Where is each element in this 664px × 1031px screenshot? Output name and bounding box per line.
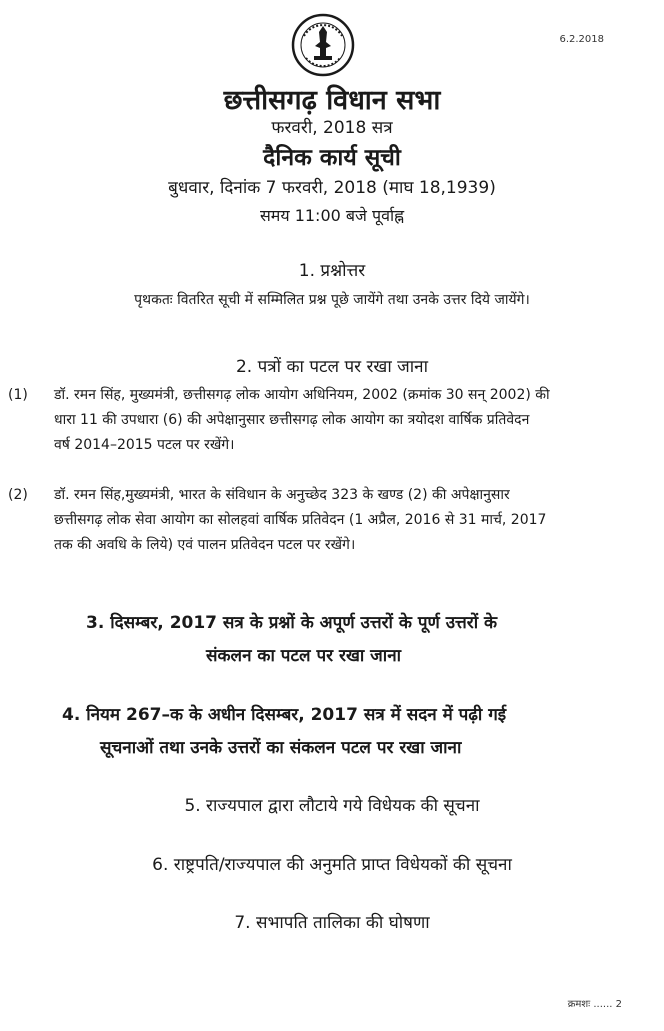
- paper-1-text: [54, 383, 654, 458]
- item-7: 7. सभापति तालिका की घोषणा: [234, 913, 430, 933]
- next-page-number: 2: [615, 999, 622, 1010]
- item-4-line-1: 4. नियम 267–क के अधीन दिसम्बर, 2017 सत्र में सदन में पढ़ी गई: [62, 705, 507, 725]
- continued-label: क्रमशः: [567, 999, 591, 1010]
- paper-1-line-1: डॉ. रमन सिंह, मुख्यमंत्री, छत्तीसगढ़ लोक आयोग अधिनियम, 2002 (क्रमांक 30 सन् 2002) की: [54, 387, 550, 403]
- item-2-heading: 2. पत्रों का पटल पर रखा जाना: [235, 357, 429, 377]
- item-3-line-2: संकलन का पटल पर रखा जाना: [206, 646, 402, 666]
- time-line: समय 11:00 बजे पूर्वाह्न: [259, 206, 405, 225]
- page-title: छत्तीसगढ़ विधान सभा: [223, 85, 441, 116]
- paper-2-text: [54, 483, 654, 558]
- agenda-title: दैनिक कार्य सूची: [263, 145, 401, 171]
- paper-2-line-2: छत्तीसगढ़ लोक सेवा आयोग का सोलहवां वार्षिक प्रतिवेदन (1 अप्रैल, 2016 से 31 मार्च, 2017: [54, 512, 547, 528]
- item-1-heading: 1. प्रश्नोत्तर: [298, 261, 366, 281]
- item-1-text: पृथकतः वितरित सूची में सम्मिलित प्रश्न पूछे जायेंगे तथा उनके उत्तर दिये जायेंगे।: [134, 292, 530, 308]
- session-line: फरवरी, 2018 सत्र: [271, 118, 393, 138]
- paper-2-line-1: डॉ. रमन सिंह,मुख्यमंत्री, भारत के संविधान के अनुच्छेद 323 के खण्ड (2) की अपेक्षानुसार: [54, 487, 510, 503]
- continued-footer: [568, 996, 622, 1010]
- paper-1-line-3: वर्ष 2014–2015 पटल पर रखेंगे।: [54, 437, 235, 453]
- paper-1-number: (1): [8, 387, 28, 403]
- item-3-line-1: 3. दिसम्बर, 2017 सत्र के प्रश्नों के अपूर्ण उत्तरों के पूर्ण उत्तरों के: [86, 613, 498, 633]
- item-5: 5. राज्यपाल द्वारा लौटाये गये विधेयक की सूचना: [184, 796, 480, 816]
- continued-dots: ......: [593, 999, 613, 1010]
- paper-2-line-3: तक की अवधि के लिये) एवं पालन प्रतिवेदन पटल पर रखेंगे।: [54, 537, 356, 553]
- item-4-line-2: सूचनाओं तथा उनके उत्तरों का संकलन पटल पर रखा जाना: [100, 738, 462, 758]
- date-stamp: 6.2.2018: [559, 34, 604, 45]
- assembly-emblem-icon: [290, 12, 356, 78]
- paper-2-number: (2): [8, 487, 28, 503]
- paper-1-line-2: धारा 11 की उपधारा (6) की अपेक्षानुसार छत्तीसगढ़ लोक आयोग का त्रयोदश वार्षिक प्रतिवेदन: [54, 412, 530, 428]
- date-line: बुधवार, दिनांक 7 फरवरी, 2018 (माघ 18,1939): [168, 178, 496, 198]
- item-6: 6. राष्ट्रपति/राज्यपाल की अनुमति प्राप्त विधेयकों की सूचना: [152, 855, 512, 875]
